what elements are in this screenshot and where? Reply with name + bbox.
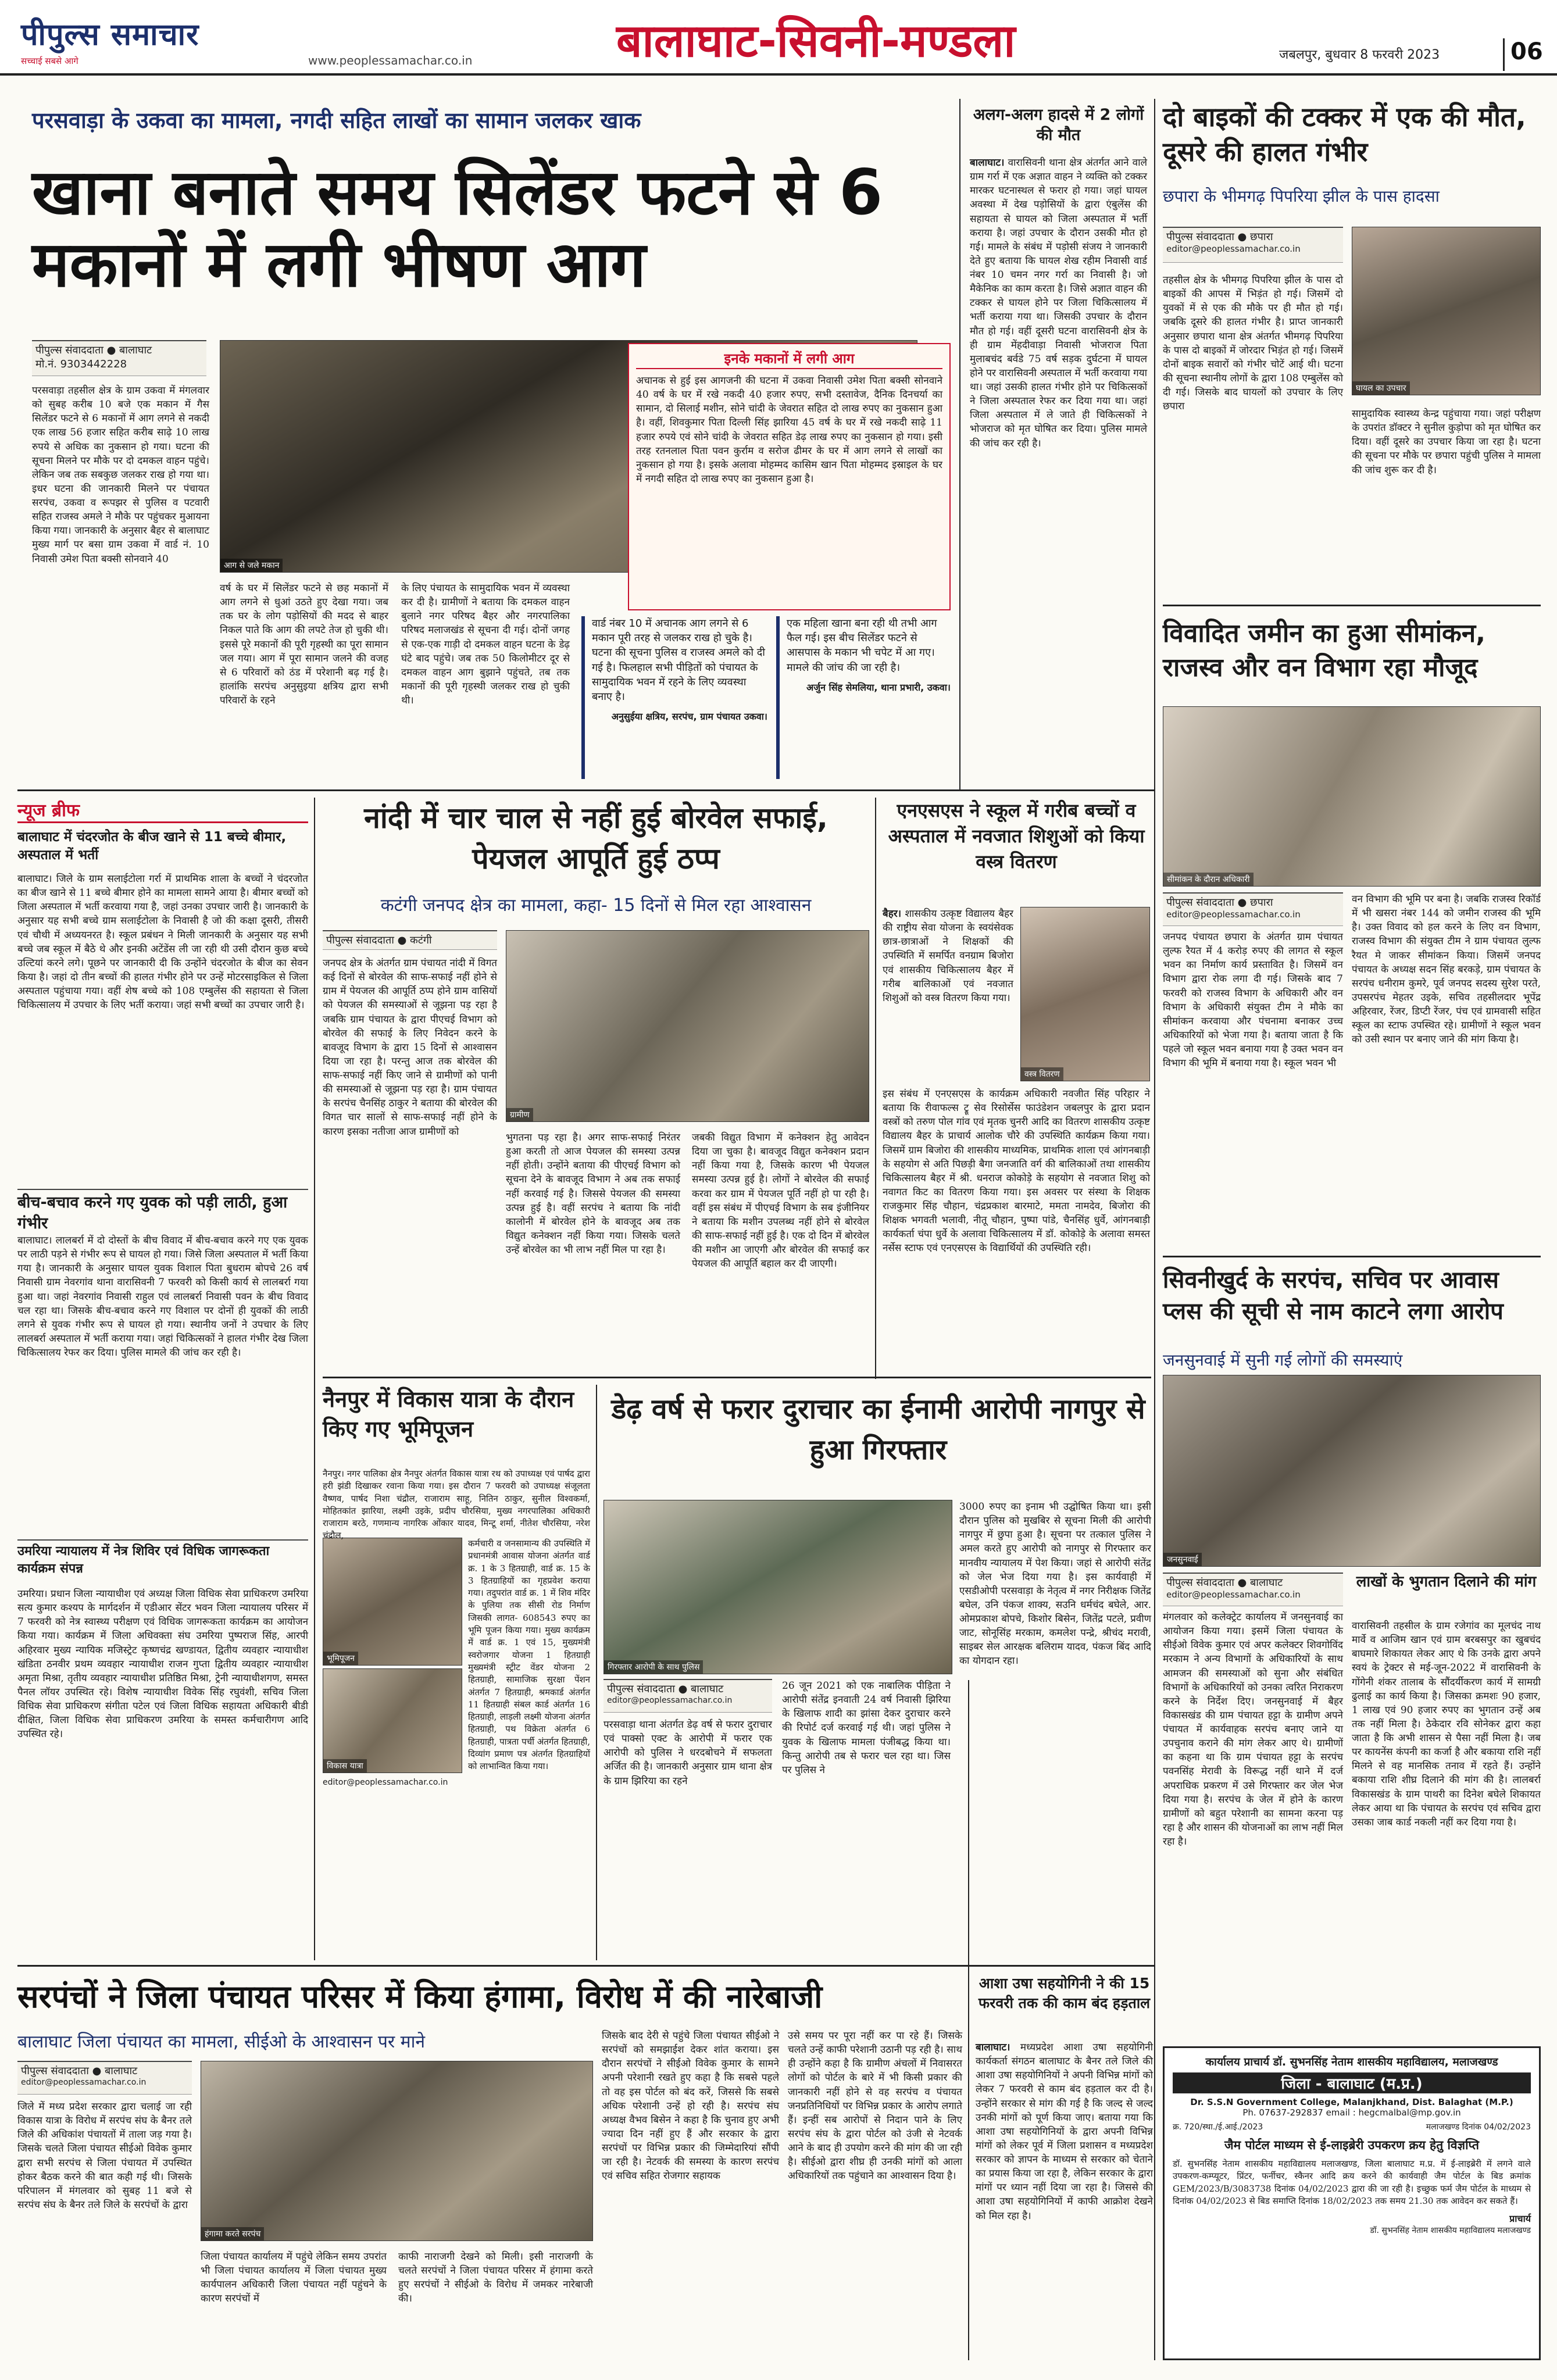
brief-label: न्यूज ब्रीफ [17,798,308,823]
quote-sarpanch [581,616,767,779]
nss-dateline: बैहर। [883,908,902,920]
lead-mobile: मो.नं. 9303442228 [35,358,127,370]
lead-info-box [628,343,951,610]
borewell-col3: जबकी विद्युत विभाग में कनेक्शन हेतु आवेदन दिया जा चुका है। बावजूद विद्युत कनेक्शन प्रदान नहीं किया गया है, जिसके कारण भी पेयजल समस्या उत्पन्न हुई है। लोगों ने बोरवेल की सफाई करवा कर ग्राम में पेयजल पूर्ति नहीं हो पा रही है। वहीं इस संबंध में पीएचई विभाग के सब इंजीनियर ने बताया कि मशीन उपलब्ध नहीं होने से बोरवेल की साफ-सफाई नहीं हुई है। एक दो दिन में बोरवेल की मशीन आ जाएगी और बोरवेल की सफाई कर पेयजल की आपूर्ति बहाल कर दी जाएगी। [692,1132,869,1270]
quote-police [776,616,951,779]
sarpanch-byline [17,2061,192,2095]
quote-police-text: एक महिला खाना बना रही थी तभी आग फैल गई। इस बीच सिलेंडर फटने से आसपास के मकान भी चपेट में आ गए। मामले की जांच की जा रही है। [787,617,937,674]
nainpur-photo-caption: विकास यात्रा [323,1759,367,1773]
sarpanch-col5: उसे समय पर पूरा नहीं कर पा रहे हैं। जिसके चलते उन्हें काफी परेशानी उठानी पड़ रही है। साथ ही उन्होंने कहा है कि ग्रामीण अंचलों में निवासरत लोगों को पोर्टल के बारे में भी किसी प्रकार की जानकारी नहीं होने से वह सरपंच व पंचायत जनप्रतिनिधियों पर विभिन्न प्रकार के आरोप लगाते हैं। इन्हीं सब आरोपों से निदान पाने के लिए सरपंच संघ के द्वारा पोर्टल को उंजी से नेटवर्क आने के बाद ही उपयोग करने की मांग की जा रही है। सीईओ द्वारा शीघ्र ही उनकी मांगों को आला अधिकारियों तक पहुंचाने का आश्वासन दिया है। [788,2030,962,2182]
sarpanch-headline: सरपंचों ने जिला पंचायत परिसर में किया हंगामा, विरोध में की नारेबाजी [17,1978,823,2015]
lead-kicker: परसवाड़ा के उकवा का मामला, नगदी सहित लाखों का सामान जलकर खाक [32,108,641,133]
sarpanch-email: editor@peoplessamachar.co.in [21,2078,147,2087]
rapist-photo-caption: गिरफ्तार आरोपी के साथ पुलिस [604,1660,703,1674]
nss-photo [1020,907,1150,1081]
accident-body [970,156,1147,784]
divider [1154,605,1155,2360]
rapist-byline-text: पीपुल्स संवाददाता ● बालाघाट [607,1683,724,1695]
nainpur-col1: नैनपुर। नगर पालिका क्षेत्र नैनपुर अंतर्गत विकास यात्रा रथ को उपाध्यक्ष एवं पार्षद द्वारा हरी झंडी दिखाकर रवाना किया गया। इस दौरान 7 फरवरी को उपाध्यक्ष संजूलता वैष्णव, पार्षद निशा चंद्रौल, राजाराम साहू, नितिन ठाकुर, सुनील विश्वकर्मा, मोहितकांत झारिया, लक्ष्मी उइके, प्रदीप चौरसिया, मुख्य नगरपालिका अधिकारी राजाराम बरठे, गणमान्य नागरिक ओंकार यादव, मिन्टू शर्मा, नीतेश चौरसिया, नरेश चंद्रौल, [323,1468,590,1541]
pension-col2: वारासिवनी तहसील के ग्राम रजेगांव का मूलचंद नाथ मार्वे व आजिम खान एवं ग्राम बरबसपुर का खुबचंद बाघमारे शिकायत लेकर आए थे कि उनके द्वारा अपने स्वयं के ट्रेक्टर से मई-जून-2022 में वारासिवनी के गोंगेनी शंकर तालाब के सौंदर्यीकरण कार्य में सामग्री ढुलाई का कार्य किया है। जिसका क्रमशः 90 हजार, 1 लाख एवं 90 हजार रुपए का भुगतान उन्हें अब तक नहीं मिला है। ठेकेदार रवि सोनेकर द्वारा कहा जाता है कि अभी शासन से पैसा नहीं मिला है। जब पर कायनेंस कंपनी का कर्जा है और बकाया राशि नहीं मिलने से वह मानसिक तनाव में रहते हैं। उन्होंने बकाया राशि शीघ्र दिलाने की मांग की है। लालबर्रा विकासखंड के ग्राम पाथरी का दिनेश बघेले शिकायत लेकर आया था कि पंचायत के सरपंच एवं सचिव द्वारा उसका जाब कार्ड नकली नहीं कर दिया गया है। [1352,1620,1541,1828]
land-headline: विवादित जमीन का हुआ सीमांकन, राजस्व और वन विभाग रहा मौजूद [1163,619,1485,683]
divider [314,798,315,1960]
land-col1: वन विभाग की भूमि पर बना है। जबकि राजस्व रिकॉर्ड में भी खसरा नंबर 144 को जमीन राजस्व की भूमि है। उक्त विवाद को हल करने के लिए वन विभाग, राजस्व विभाग की संयुक्त टीम ने ग्राम पंचायत लुल्फ रैयत मे जाकर सीमांकन किया। जिसमें जनपद पंचायत के अध्यक्ष सदन सिंह बरकड़े, ग्राम पंचायत के सरपंच धनीराम कुमरे, पूर्व जनपद सदस्य सुरेश परते, उपसरपंच मेहतर उइके, सचिव तहसीलदार भूपेंद्र अहिरवार, रेंजर, डिप्टी रेंजर, पंच एवं ग्रामवासी सहित स्कूल का स्टाफ उपस्थित रहे। ग्रामीणों ने स्कूल भवन को उसी स्थान पर बनाए जाने की मांग किया है। [1352,894,1541,1046]
rapist-headline: डेढ़ वर्ष से फरार दुराचार का ईनामी आरोपी नागपुर से हुआ गिरफ्तार [611,1393,1145,1466]
pension-photo-caption: जनसुनवाई [1163,1553,1202,1566]
brief-item-text: बालाघाट। लालबर्रा में दो दोस्तों के बीच विवाद में बीच-बचाव करने गए एक युवक पर लाठी पड़ने से गंभीर रूप से घायल हो गया। जिसे जिला अस्पताल में भर्ती किया गया है। जानकारी के अनुसार घायल युवक विशाल पिता बुधराम बोपचे 26 वर्ष निवासी ग्राम नेवरगांव थाना वारासिवनी 7 फरवरी को किसी कार्य से लालबर्रा गया हुआ था। जहां नेवरगांव निवासी राहुल एवं लालबर्रा निवासी पवन के बीच विवाद चल रहा था। जिसके बीच-बचाव करने गए विशाल पर दोनों ही युवकों की लाठी लगने से युवक गंभीर रूप से घायल हो गया। स्थानीय जनों ने उपचार के लिए लालबर्रा अस्पताल में भर्ती कराया गया। जहां चिकित्सकों ने हालत गंभीर देख जिला चिकित्सालय रेफर कर दिया। पुलिस मामले की जांच कर रही है। [17,1235,308,1359]
nainpur-email: editor@peoplessamachar.co.in [323,1778,448,1787]
rapist-photo [603,1500,952,1674]
edition-title: बालाघाट-सिवनी-मण्डला [616,15,1016,67]
borewell-photo [506,930,869,1122]
borewell-headline: नांदी में चार चाल से नहीं हुई बोरवेल सफाई, पेयजल आपूर्ति हुई ठप्प [364,801,828,875]
pension-col1: मंगलवार को कलेक्ट्रेट कार्यालय में जनसुनवाई का आयोजन किया गया। इसमें जिला पंचायत के सीईओ विवेक कुमार एवं अपर कलेक्टर शिवगोविंद मरकाम ने अन्य विभागों के अधिकारियों के साथ आमजन की समस्याओं को सुना और संबंधित विभागों के अधिकारियों को उनका त्वरित निराकरण करने के निर्देश दिए। जनसुनवाई में बैहर विकासखंड की ग्राम पंचायत हट्टा के ग्रामीण अपने पंचायत में कार्यवाहक सरपंच बनाए जाने या उपचुनाव कराने की मांग लेकर आए थे। ग्रामीणों का कहना था कि ग्राम पंचायत हट्टा के सरपंच पवनसिंह मेरावी के विरूद्ध नहीं थाने में दर्ज अपराधिक प्रकरण में उसे गिरफ्तार कर जेल भेज दिया गया है। सरपंच के जेल में होने के कारण ग्रामीणों को बहुत परेशानी का सामना करना पड़ रहा है और शासन की योजनाओं का लाभ नहीं मिल रहा है। [1163,1611,1343,1847]
sarpanch-photo-caption: हंगामा करते सरपंच [201,2227,264,2240]
bike-byline-text: पीपुल्स संवाददाता ● छपारा [1166,231,1273,243]
bike-byline [1163,227,1343,263]
accident-text: वारासिवनी थाना क्षेत्र अंतर्गत आने वाले ग्राम गर्रा में एक अज्ञात वाहन ने व्यक्ति को टक्कर मारकर घटनास्थल से फरार हो गया। जहां घायल अवस्था में देख पड़ोसियों के द्वारा एंबुलेंस की सहायता से घायल को जिला अस्पताल में भर्ती कराया है। जहां उपचार के दौरान उसकी मौत हो गई। मामले के संबंध में पड़ोसी संजय ने जानकारी देते हुए बताया कि घायल शेख रहीम निवासी वार्ड नंबर 10 चमन नगर गर्रा का निवासी है। जो मैकेनिक का काम करता है। जिसे अज्ञात वाहन की टक्कर से घायल होने पर जिला चिकित्सालय में भर्ती कराया गया था। जिसकी उपचार के दौरान मौत हो गई। वहीं दूसरी घटना वारासिवनी क्षेत्र के ही ग्राम मेंहदीवाड़ा निवासी भोजराज पिता मुलाबचंद बर्वडे 75 वर्ष सड़क दुर्घटना में घायल होने पर वारासिवनी अस्पताल में भर्ती करवाया गया था। जहां उसकी हालत गंभीर होने पर चिकित्सकों ने जिला अस्पताल रेफर कर दिया गया था। जहां जिला अस्पताल में ले जाते ही चिकित्सकों ने भोजराज को मृत घोषित कर दिया। पुलिस मामले की जांच कर रही है। [970,157,1147,449]
divider [1163,605,1541,606]
brief-item-title: बालाघाट में चंदरजोत के बीज खाने से 11 बच्चे बीमार, अस्पताल में भर्ती [17,830,287,863]
borewell-byline: पीपुल्स संवाददाता ● कटंगी [323,930,497,950]
notice-sign-title: प्राचार्य [1509,2213,1531,2225]
notice-ref-left: क्र. 720/स्था./ई.आई./2023 [1173,2122,1263,2132]
brief-item-text: बालाघाट। जिले के ग्राम सलाईटोला गर्रा में प्राथमिक शाला के बच्चों ने चंदरजोत का बीज खाने से 11 बच्चे बीमार होने का मामला सामने आया है। बीमार बच्चों को जिला अस्पताल में भर्ती करवाया गया है, जहां उनका उपचार जारी है। जानकारी के अनुसार यह सभी बच्चे ग्राम सलाईटोला के निवासी है जो की कक्षा दूसरी, तीसरी एवं चौथी में अध्ययनरत है। स्कूल प्रबंधन ने मिली जानकारी के अनुसार यह सभी बच्चे जब स्कूल में बैठे थे और इनकी अटेंडेंस ली जा रही थी उसी दौरान कुछ बच्चे उल्टियां करने लगे। पूछने पर जानकारी दी कि उन्होंने चंदरजोत के बीज का सेवन किया है। जहां दो तीन बच्चों की हालत गंभीर होने पर उन्हें मोटरसाइकिल से जिला अस्पताल पहुंचाया गया। वहीं शेष बच्चे को 108 एम्बुलेंस की सहायता से जिला चिकित्सालय में उपचार के लिए भर्ती कराया। जहां सभी बच्चों का उपचार जारी है। [17,873,308,1012]
brief-item-title: उमरिया न्यायालय में नेत्र शिविर एवं विधिक जागरूकता कार्यक्रम संपन्न [17,1539,308,1586]
bike-photo-caption: घायल का उपचार [1352,381,1410,395]
notice-district: जिला - बालाघाट (म.प्र.) [1173,2072,1531,2093]
rapist-col1: परसवाड़ा थाना अंतर्गत डेढ़ वर्ष से फरार दुराचार एवं पाक्सो एक्ट के आरोपी में फरार एक आरोपी को पुलिस ने धरदबोचने में सफलता अर्जित की है। जानकारी अनुसार ग्राम थाना क्षेत्र के ग्राम झिरिया का रहने [603,1719,772,1787]
info-box-text: अचानक से हुई इस आगजनी की घटना में उकवा निवासी उमेश पिता बक्सी सोनवाने 40 वर्ष के घर में रखे नकदी 40 हजार रुपए, सभी दस्तावेज, दैनिक दिनचर्या का सामान, दो सिलाई मशीन, सोने चांदी के जेवरात सहित दो लाख रुपए का नुकसान हुआ है। वहीं, शिवकुमार पिता दिल्ली सिंह झारिया 45 वर्ष के घर में रखे नकदी साढ़े 11 हजार रुपये एवं सोने चांदी के जेवरात सहित डेढ़ लाख रुपए का नुकसान हो गया। इसी तरह रतनलाल पिता पवन कुर्राम व सरोज ढीमर के घर में आग लगने से लाखों का नुकसान हो गया है। इसके अलावा मोहम्मद कासिम खान पिता मोहम्मद इस्राइल के घर में नगदी सहित दो लाख रुपए का नुकसान हुआ है। [636,375,942,485]
lead-byline-text: पीपुल्स संवाददाता ● बालाघाट [35,344,152,356]
dateline: जबलपुर, बुधवार 8 फरवरी 2023 [1279,48,1440,62]
bike-photo [1352,227,1541,395]
lead-headline: खाना बनाते समय सिलेंडर फटने से 6 मकानों में लगी भीषण आग [32,156,883,302]
notice-text: डॉ. सुभनसिंह नेताम शासकीय महाविद्यालय मलाजखण्ड, जिला बालाघाट म.प्र. में ई-लाइब्रेरी में लगने वाले उपकरण-कम्प्यूटर, प्रिंटर, फर्नीचर, स्कैनर आदि क्रय करने की कार्यवाही जैम पोर्टल के बिड क्रमांक GEM/2023/B/3083738 दिनांक 04/02/2023 द्वारा की जा रही है। इच्छुक फर्म जैम पोर्टल के माध्यम से दिनांक 04/02/2023 से बिड समाप्ति दिनांक 18/02/2023 तक समय 21.30 तक आवेदन कर सकते हैं। [1173,2159,1531,2206]
nss-headline: एनएसएस ने स्कूल में गरीब बच्चों व अस्पताल में नवजात शिशुओं को किया वस्त्र वितरण [888,799,1145,873]
borewell-col2: भुगतना पड़ रहा है। अगर साफ-सफाई निरंतर हुआ करती तो आज पेयजल की समस्या उत्पन्न नहीं होती। उन्होंने बताया की पीएचई विभाग को सूचना देने के बावजूद विभाग ने अब तक सफाई नहीं करवाई गई है। जिससे पेयजल की समस्या उत्पन्न हुई है। वहीं सरपंच ने बताया कि नांदी कालोनी में बोरवेल होने के बावजूद अब तक विद्युत कनेक्शन नहीं किया गया। जिसके चलते उन्हें बोरवेल का भी लाभ नहीं मिल पा रहा है। [506,1132,680,1256]
notice-refs [1173,2121,1531,2132]
bike-col2: सामुदायिक स्वास्थ्य केन्द्र पहुंचाया गया। जहां परीक्षण के उपरांत डॉक्टर ने सुनील कुड़ोपा को मृत घोषित कर दिया। वहीं दूसरे का उपचार किया जा रहा है। घटना की सूचना पर मौके पर छपारा पहुंची पुलिस ने मामला की जांच शुरू कर दी है। [1352,408,1541,476]
land-byline-text: पीपुल्स संवाददाता ● छपारा [1166,896,1273,909]
notice-office: कार्यालय प्राचार्य डॉ. सुभनसिंह नेताम शासकीय महाविद्यालय, मलाजखण्ड [1205,2056,1498,2068]
sarpanch-col3: काफी नाराजगी देखने को मिली। इसी नाराजगी के चलते सरपंचों ने जिला पंचायत परिसर में हंगामा करते हुए सरपंचों ने सीईओ के विरोध में जमकर नारेबाजी की। [398,2251,593,2305]
asha-text: मध्यप्रदेश आशा उषा सहयोगिनी कार्यकर्ता संगठन बालाघाट के बैनर तले जिले की आशा उषा सहयोगिनियों ने अपनी विभिन्न मांगों को लेकर 7 फरवरी से काम बंद हड़ताल कर दी है। उन्होंने सरकार से मांग की गई है कि जल्द से जल्द उनकी मांगों को पूर्ण किया जाए। बताया गया कि आशा उषा सहयोगिनियों के द्वारा अपनी विभिन्न मांगों को लेकर पूर्व में जिला प्रशासन व मध्यप्रदेश सरकार को ज्ञापन के माध्यम से सरकार को चेताने का प्रयास किया जा रहा है, लेकिन सरकार के द्वारा मांगों पर ध्यान नहीं दिया जा रहा है। जिससे की आशा उषा सहयोगिनियों में काफी आक्रोश देखने को मिल रहा है। [976,2042,1153,2222]
rapist-col2: 26 जून 2021 को एक नाबालिक पीड़िता ने आरोपी संतेंद्र इनवाती 24 वर्ष निवासी झिरिया के खिलाफ शादी का झांसा देकर दुराचार करने की रिपोर्ट दर्ज करवाई गई थी। जहां पुलिस ने युवक के खिलाफ मामला पंजीबद्ध किया था। किन्तु आरोपी तब से फरार चल रहा था। जिस पर पुलिस ने [782,1680,951,1776]
divider [323,1377,1151,1378]
lead-col1: परसवाड़ा तहसील क्षेत्र के ग्राम उकवा में मंगलवार को सुबह करीब 10 बजे एक मकान में गैस सिलेंडर फटने से 6 मकानों में आग लगने से नकदी एक लाख 56 हजार सहित करीब साढ़े 10 लाख रुपये से अधिक का नुकसान हो गया। घटना की सूचना मिलने पर मौके पर दो दमकल वाहन पहुंचे। लेकिन जब तक सबकुछ जलकर राख हो गया था। इधर घटना की जानकारी मिलने पर पंचायत सरपंच, उकवा व रूपझर से पुलिस व पटवारी सहित राजस्व अमले ने मौके पर पहुंचकर मुआयना किया गया। जानकारी के अनुसार बैहर से बालाघाट मुख्य मार्ग पर बसा ग्राम उकवा में वार्ड नं. 10 निवासी उमेश पिता बक्सी सोनवाने 40 [32,385,209,565]
pension-subhead: जनसुनवाई में सुनी गई लोगों की समस्याएं [1163,1350,1403,1370]
borewell-subhead: कटंगी जनपद क्षेत्र का मामला, कहा- 15 दिनों से मिल रहा आश्वासन [380,895,812,916]
borewell-photo-caption: ग्रामीण [506,1108,533,1121]
quote-police-by: अर्जुन सिंह सेमलिया, थाना प्रभारी, उकवा। [806,681,951,693]
lead-byline [32,340,206,376]
accident-headline: अलग-अलग हादसे में 2 लोगों की मौत [973,106,1144,145]
pension-byline-text: पीपुल्स संवाददाता ● बालाघाट [1166,1577,1283,1589]
quote-sarpanch-by: अनुसुईया क्षत्रिय, सरपंच, ग्राम पंचायत उकवा। [611,711,767,723]
rapist-col3: 3000 रुपए का इनाम भी उद्घोषित किया था। इसी दौरान पुलिस को मुखबिर से सूचना मिली की आरोपी नागपुर में छुपा हुआ है। सूचना पर तत्काल पुलिस ने अमल करते हुए आरोपी को नागपुर से गिरफ्तार कर मानवीय न्यायालय में पेश किया। जहां से आरोपी संतेंद्र को जेल भेज दिया गया है। इस कार्यवाही में एसडीओपी परसवाड़ा के नेतृत्व में नगर निरीक्षक जितेंद्र बघेल, उनि पंकज शाक्य, सउनि धर्मचंद बघेले, आर. ओमप्रकाश बोपचे, किशोर बिसेन, जितेंद्र पटले, प्रवीण जाट, सोनूसिंह मरकाम, कमलेश पन्द्रे, श्रीचंद मरावी, साइबर सेल आरक्षक बलिराम यादव, पंकज बिंद आदि का योगदान रहा। [959,1501,1151,1667]
land-byline [1163,892,1343,926]
rapist-email: editor@peoplessamachar.co.in [607,1696,733,1705]
land-photo-caption: सीमांकन के दौरान अधिकारी [1163,873,1254,886]
nss-lead-text: शासकीय उत्कृष्ट विद्यालय बैहर की राष्ट्रीय सेवा योजना के स्वयंसेवक छात्र-छात्राओं ने शिक्षकों की उपस्थिति में समर्पित वनग्राम बिजोरा एवं शासकीय चिकित्सालय बैहर में गरीब बालिकाओं एवं नवजात शिशुओं को वस्त्र वितरण किया गया। [883,908,1014,1004]
notice-sign-name: डॉ. सुभनसिंह नेताम शासकीय महाविद्यालय मलाजखण्ड [1370,2226,1531,2236]
accident-dateline: बालाघाट। [970,157,1005,169]
logo-text: पीपुल्स समाचार [21,17,199,52]
sarpanch-byline-text: पीपुल्स संवाददाता ● बालाघाट [21,2065,138,2077]
notice-ref-right: मलाजखण्ड दिनांक 04/02/2023 [1426,2122,1531,2132]
divider [17,789,1154,791]
divider [17,1965,1154,1967]
brief-item-title: बीच-बचाव करने गए युवक को पड़ी लाठी, हुआ गंभीर [17,1189,308,1232]
nainpur-headline: नैनपुर में विकास यात्रा के दौरान किए गए भूमिपूजन [323,1386,574,1442]
sarpanch-photo [201,2061,593,2241]
notice-title: जैम पोर्टल माध्यम से ई-लाइब्रेरी उपकरण क्रय हेतु विज्ञप्ति [1224,2138,1479,2152]
sarpanch-col1: जिले में मध्य प्रदेश सरकार द्वारा चलाई जा रही विकास यात्रा के विरोध में सरपंच संघ के बैनर तले जिले की अधिकांश पंचायतों में ताला जड़ गया है। जिसके चलते जिला पंचायत सीईओ विवेक कुमार द्वारा सभी सरपंच से जिला पंचायत में उपस्थित होकर बैठक करने की बात कही गई थी। जिसके परिपालन में मंगलवार को सुबह 11 बजे से सरपंच संघ के बैनर तले जिले के सरपंचों के द्वारा [17,2101,192,2211]
divider [875,798,876,1379]
notice-name-en: Dr. S.S.N Government College, Malanjkhand, Dist. Balaghat (M.P.) [1190,2097,1513,2107]
masthead [0,0,1557,76]
rapist-byline [603,1679,772,1713]
bike-col1: तहसील क्षेत्र के भीमगढ़ पिपरिया झील के पास दो बाइकों की आपस में भिड़ंत हो गई। जिसमें दो युवकों में से एक की मौके पर ही मौत हो गई। जबकि दूसरे की हालत गंभीर है। प्राप्त जानकारी अनुसार छपारा थाना क्षेत्र अंतर्गत भीमगढ़ पिपरिया के पास दो बाइकों में जोरदार भिड़ंत हो गई। जिसमें दोनों बाइक सवारों को गंभीर चोटें आई थी। घटना की सूचना स्थानीय लोगों के द्वारा 108 एम्बुलेंस को दी गई। जिसके बाद घायलों को उपचार के लिए छपारा [1163,274,1343,413]
land-email: editor@peoplessamachar.co.in [1166,909,1301,920]
asha-body [976,2040,1153,2360]
bike-subhead: छपारा के भीमगढ़ पिपरिया झील के पास हादसा [1163,187,1440,206]
sarpanch-col4: जिसके बाद देरी से पहुंचे जिला पंचायत सीईओ ने सरपंचों को समझाईश देकर शांत कराया। इस दौरान सरपंचों ने सीईओ विवेक कुमार के सामने अपनी परेशानी रखते हुए कहा है कि सबसे पहले तो वह इस पोर्टल को बंद करें, जिससे कि सबसे अधिक परेशानी उन्हें हो रही है। सरपंच संघ अध्यक्ष वैभव बिसेन ने कहा है कि चुनाव हुए अभी ज्यादा दिन नहीं हुए हैं और सरकार के द्वारा सरपंचों पर विभिन्न प्रकार की जिम्मेदारियां सौंपी जा रही है। नेटवर्क की समस्या के कारण सरपंच एवं सचिव सहित रोजगार सहायक [602,2030,779,2182]
lead-col3: के लिए पंचायत के सामुदायिक भवन में व्यवस्था कर दी है। ग्रामीणों ने बताया कि दमकल वाहन बुलाने नगर परिषद बैहर और नगरपालिका परिषद मलाजखंड से सूचना दी गई। दोनों जगह से एक-एक गाड़ी दो दमकल वाहन घटना के डेढ़ घंटे बाद पहुंचे। जब तक 50 किलोमीटर दूर से दमकल वाहन आग बुझाने पहुंचते, तब तक मकानों की पूरी गृहस्थी जलकर राख हो चुकी थी। [401,583,570,706]
asha-dateline: बालाघाट। [976,2042,1010,2053]
nainpur-photo [323,1668,462,1773]
college-notice [1163,2046,1541,2360]
info-box-title: इनके मकानों में लगी आग [636,349,942,369]
pension-side-headline: लाखों के भुगतान दिलाने की मांग [1356,1573,1537,1591]
divider [959,99,960,791]
quote-sarpanch-text: वार्ड नंबर 10 में अचानक आग लगने से 6 मकान पूरी तरह से जलकर राख हो चुके है। घटना की सूचना पुलिस व राजस्व अमले को दी गई है। फिलहाल सभी पीड़ितों को पंचायत के सामुदायिक भवन में रहने के लिए व्यवस्था बनाए है। [592,617,765,703]
bike-headline: दो बाइकों की टक्कर में एक की मौत, दूसरे की हालत गंभीर [1163,101,1526,167]
nss-photo-caption: वस्त्र वितरण [1021,1067,1063,1081]
lead-photo-caption: आग से जले मकान [220,559,283,572]
page-number: 06 [1503,38,1544,71]
divider [968,1680,969,2360]
bike-email: editor@peoplessamachar.co.in [1166,244,1301,254]
sarpanch-col2: जिला पंचायत कार्यालय में पहुंचे लेकिन समय उपरांत भी जिला पंचायत कार्यालय में जिला पंचायत मुख्य कार्यपालन अधिकारी जिला पंचायत नहीं पहुंचने के कारण सरपंचों में [201,2251,387,2305]
nainpur-photo [323,1538,462,1666]
borewell-col1: जनपद क्षेत्र के अंतर्गत ग्राम पंचायत नांदी में विगत कई दिनों से बोरवेल की साफ-सफाई नहीं होने से ग्राम में पेयजल की आपूर्ति ठप्प होने ग्राम वासियों को पेयजल की समस्याओं से जूझना पड़ रहा है जबकि ग्राम पंचायत के द्वारा पीएचई विभाग को बोरवेल की सफाई के लिए निवेदन करने के बावजूद विभाग के द्वारा 15 दिनों से आश्वासन दिया जा रहा है। परन्तु आज तक बोरवेल की साफ-सफाई नहीं किए जाने से ग्रामीणों को पानी की समस्याओं से जूझना पड़ रहा है। ग्राम पंचायत के सरपंच चैनसिंह ठाकुर ने बताया की बोरवेल की विगत चार सालों से साफ-सफाई नहीं होने के कारण इसका नतीजा आज ग्रामीणों को [323,957,497,1138]
website-link[interactable]: www.peoplessamachar.co.in [308,53,473,67]
logo-tagline: सच्चाई सबसे आगे [21,56,78,66]
nainpur-photo-caption: भूमिपूजन [323,1652,358,1665]
nss-text: इस संबंध में एनएसएस के कार्यक्रम अधिकारी नवजीत सिंह परिहार ने बताया कि रीवाफल्स ट्रू सेव रिसोर्सेस फाउंडेशन जबलपुर के द्वारा प्रदान वस्त्रों को तरुण पोल गांव एवं मृतक चुनरी आदि का वितरण शासकीय उत्कृष्ट विद्यालय बैहर के प्राचार्य आलोक चौरे की उपस्थिति कार्यक्रम किया गया। जिसमें ग्राम बिजोरा की शासकीय माध्यमिक, प्राथमिक शाला एवं आंगनबाड़ी के सहयोग से अति पिछड़ी बैगा जनजाति वर्ग की बालिकाओं तथा शासकीय चिकित्सालय बैहर में श्री. धनराज कोकोड़े के सहयोग से नवजात शिशु को नवागत किट का वितरण किया गया। इस अवसर पर संस्था के शिक्षक राजकुमार सिंह चौहान, चंद्रप्रकाश बारमाटे, ममता नामदेव, बिजोरा की शिक्षक भगवती भलावी, नीतू चौहान, पुष्पा पांडे, चैनसिंह धुर्वे, आंगनबाड़ी कार्यकर्ता चंपा धुर्वे के अलावा चिकित्सालय में डॉ. कोकोड़े के अलावा समस्त नर्सेस स्टाफ एवं एनएसएस के विद्यार्थियों की उपस्थिति रही। [883,1088,1150,1255]
nss-lead [883,907,1013,1081]
pension-email: editor@peoplessamachar.co.in [1166,1589,1301,1600]
divider [1163,1256,1541,1257]
pension-headline: सिवनीखुर्द के सरपंच, सचिव पर आवास प्लस की सूची से नाम काटने लगा आरोप [1163,1267,1504,1325]
lead-col2: वर्ष के घर में सिलेंडर फटने से छह मकानों में आग लगने से धुआं उठते हुए देखा गया। जब तक घर के लोग पड़ोसियों की मदद से बाहर निकल पाते कि आग की लपटे तेज हो चुकी थी। इससे पूरे मकानों की पूरी गृहस्थी का पूरा सामान जल गया। आग में पूरा सामान जलने की वजह से 6 परिवारों को ठंड में परेशानी बढ़ गई है। हालांकि सरपंच अनुसुइया क्षत्रिय द्वारा सभी परिवारों के रहने [220,583,388,706]
brief-item-text: उमरिया। प्रधान जिला न्यायाधीश एवं अध्यक्ष जिला विधिक सेवा प्राधिकरण उमरिया सत्य कुमार कश्यप के मार्गदर्शन में एडीआर सेंटर भवन जिला न्यायालय परिसर में 7 फरवरी को नेत्र स्वास्थ्य परीक्षण एवं विधिक जागरूकता कार्यक्रम का आयोजन किया गया। कार्यक्रम में जिला अधिवक्ता संघ उमरिया पुष्पराज सिंह, आरपी अहिरवार मुख्य न्यायिक मजिस्ट्रेट कृष्णचंद्र खण्डायत, द्वितीय व्यवहार न्यायाधीश खंडिता ठनवीर प्रथम व्यवहार न्यायाधीश राजन गुप्ता द्वितीय व्यवहार न्यायाधीश अमृता मिश्रा, तृतीय व्यवहार न्यायाधीश प्रतिष्ठित मिश्रा, ट्रेनी न्यायाधीशगण, समस्त पैनल लॉयर उपस्थित रहे। विशेष न्यायाधीश विवेक सिंह रघुवंशी, सचिव जिला विधिक सेवा प्राधिकरण संगीता पटेल एवं जिला विधिक सहायता अधिकारी बीडी दीक्षित, जिला विधिक सेवा प्राधिकरण उमरिया के समस्त कर्मचारीगण आदि उपस्थित रहे। [17,1588,308,1741]
sarpanch-subhead: बालाघाट जिला पंचायत का मामला, सीईओ के आश्वासन पर माने [17,2032,426,2052]
land-photo [1163,706,1541,887]
asha-headline: आशा उषा सहयोगिनी ने की 15 फरवरी तक की काम बंद हड़ताल [978,1975,1151,2011]
notice-contact: Ph. 07637-292837 email : hegcmalbal@mp.gov.in [1242,2107,1461,2118]
land-col2: जनपद पंचायत छपारा के अंतर्गत ग्राम पंचायत लुल्फ रैयत में 4 करोड़ रुपए की लागत से स्कूल भवन का निर्माण कार्य प्रस्तावित है। जिसमें वन विभाग द्वारा रोक लगा दी गई। जिसके बाद 7 फरवरी को राजस्व विभाग के अधिकारी और वन विभाग के अधिकारी संयुक्त टीम ने मौके का सीमांकन करवाया और पंचनामा बनाकर उच्च अधिकारियों को भेजा गया है। बताया जाता है कि पहले जो स्कूल भवन बनाया गया है उक्त भवन वन विभाग की भूमि में बनाया गया है। स्कूल भवन भी [1163,931,1343,1070]
divider [596,1385,597,1960]
nainpur-col2: कर्मचारी व जनसामान्य की उपस्थिति में प्रधानमंत्री आवास योजना अंतर्गत वार्ड क्र. 1 के 3 हितग्राही, वार्ड क्र. 15 के 3 हितग्राहियों का गृहप्रवेश कराया गया। तदुपरांत वार्ड क्र. 1 में शिव मंदिर के पुलिया तक सीसी रोड निर्माण जिसकी लागत- 608543 रुपए का भूमि पूजन किया गया। मुख्य कार्यक्रम में वार्ड क्र. 1 एवं 15, मुख्यमंत्री स्वरोजगार योजना 1 हितग्राही मुख्यमंत्री स्ट्रीट वेंडर योजना 2 हितग्राही, सामाजिक सुरक्षा पेंशन अंतर्गत 7 हितग्राही, श्रमकार्ड अंतर्गत 11 हितग्राही संबल कार्ड अंतर्गत 16 हितग्राही, लाड़ली लक्ष्मी योजना अंतर्गत हितग्राही, पथ विक्रेता अंतर्गत 6 हितग्राही, पात्रता पर्ची अंतर्गत हितग्राही, दिव्यांग प्रमाण पत्र अंतर्गत हितग्राहियों को लाभान्वित किया गया। [468,1538,590,1772]
pension-byline [1163,1573,1343,1606]
pension-photo [1163,1375,1541,1567]
